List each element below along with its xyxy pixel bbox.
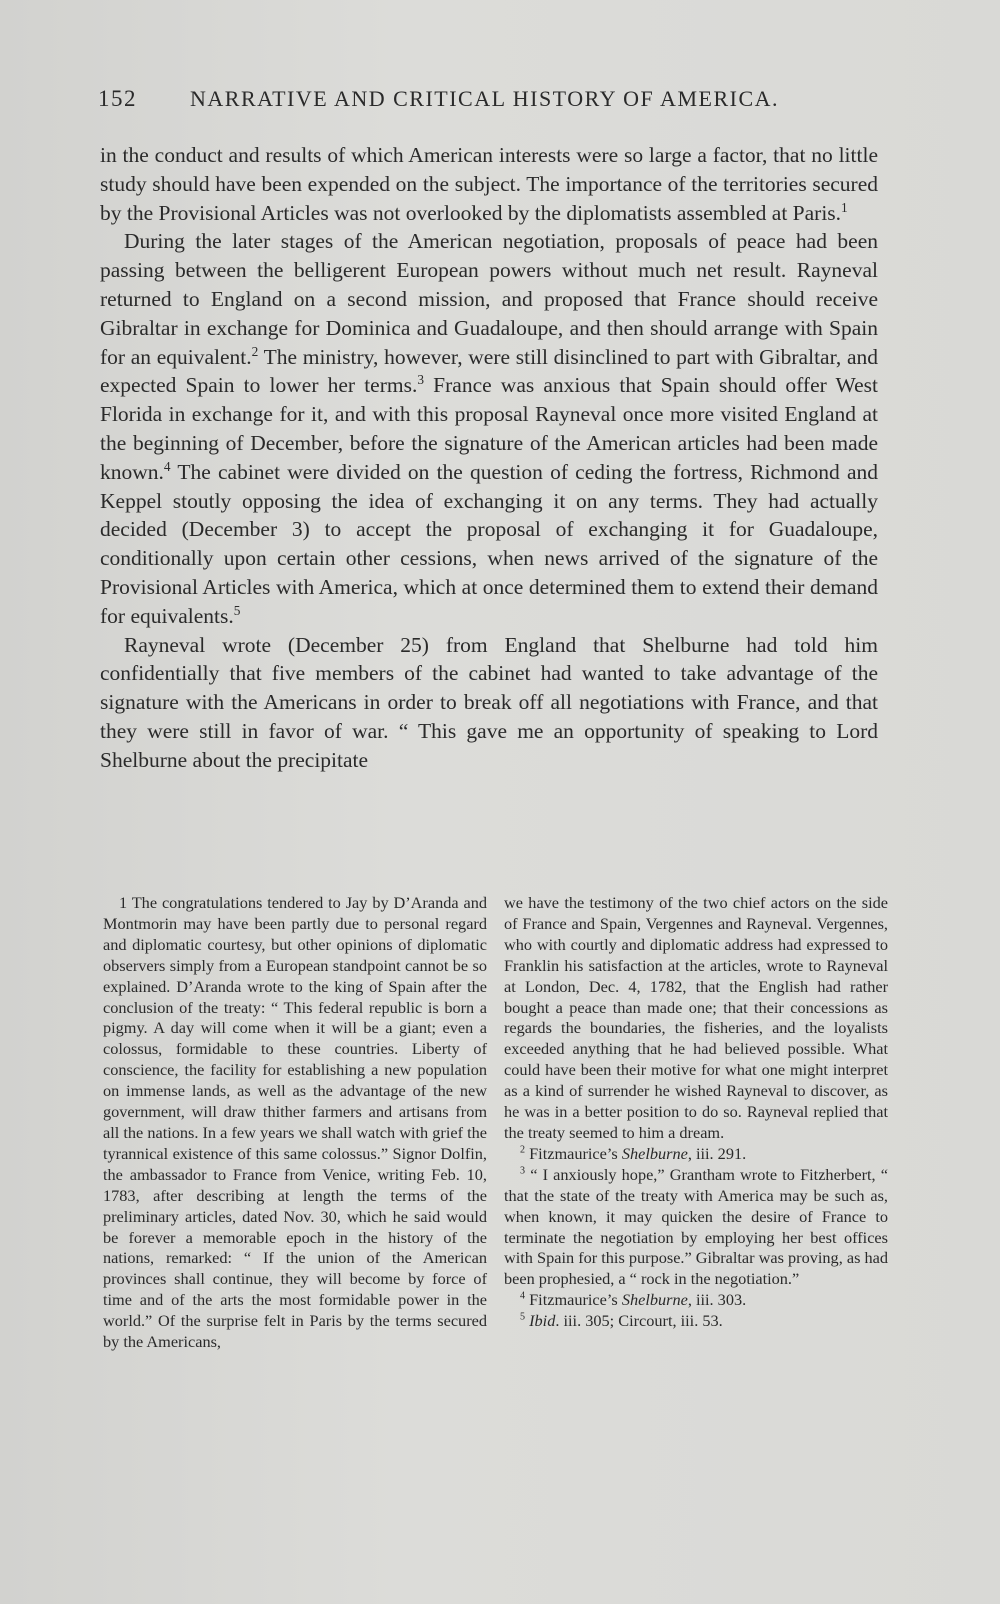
footnote-3: [504, 1165, 888, 1290]
footnote-3-mark: 3: [520, 1165, 526, 1177]
footnote-1-mark: 1: [119, 893, 128, 912]
footnote-4-text: Fitzmaurice’s: [525, 1290, 622, 1310]
footnote-2-locator: , iii. 291.: [687, 1143, 747, 1163]
footnote-5-locator: . iii. 305; Circourt, iii. 53.: [555, 1311, 723, 1331]
footnote-ref-4: 4: [163, 458, 171, 474]
footnote-5-title: Ibid: [529, 1311, 556, 1331]
paragraph-2-sentence-3: France was anxious that Spain should offer West Florida in exchange for it, and with this proposal Rayneval once more visited England at the beginning of December, before the signature of the American articles had been made known.: [100, 373, 878, 484]
main-text: [100, 141, 878, 775]
footnote-1: [103, 893, 487, 1353]
paragraph-2-sentence-4: The cabinet were divided on the question of ceding the fortress, Richmond and Keppel stoutly opposing the idea of exchanging it on any terms. They had actually decided (December 3) to accept the proposal of exchanging it for Guadaloupe, conditionally upon certain other cessions, when news arrived of the signature of the Provisional Articles with America, which at once determined them to extend their demand for equivalents.: [100, 459, 878, 628]
footnote-4: [504, 1290, 888, 1311]
footnote-2-title: Shelburne: [621, 1143, 688, 1163]
footnote-2-mark: 2: [520, 1144, 526, 1156]
paragraph-3: [100, 631, 878, 775]
footnote-4-locator: , iii. 303.: [687, 1290, 747, 1310]
footnotes-left-column: [103, 893, 487, 1353]
footnote-1-continued: [504, 893, 888, 1144]
paragraph-2-sentence-1: During the later stages of the American negotiation, proposals of peace had been passing between the belligerent European powers without much net result. Rayneval returned to England on a second mission, and proposed that France should receive Gibraltar in exchange for Dominica and Guadaloupe, and then should arrange with Spain for an equivalent.: [100, 229, 878, 369]
footnote-2: [504, 1144, 888, 1165]
footnote-2-text: Fitzmaurice’s: [525, 1143, 622, 1163]
footnote-ref-2: 2: [251, 343, 259, 359]
footnote-ref-5: 5: [233, 602, 241, 618]
paragraph-1-text: in the conduct and results of which American interests were so large a factor, that no little study should have been expended on the subject. The importance of the territories secured by the Provisional Articles was not overlooked by the diplomatists assembled at Paris.: [100, 143, 878, 225]
footnotes-right-column: [504, 893, 888, 1332]
paragraph-2-sentence-2: The ministry, however, were still disinclined to part with Gibraltar, and expected Spain to lower her terms.: [100, 344, 878, 398]
page-header: [98, 86, 788, 112]
page-number: 152: [98, 86, 137, 111]
paragraph-1: [100, 141, 878, 227]
footnote-4-mark: 4: [520, 1290, 526, 1302]
footnote-5: [504, 1311, 888, 1332]
footnote-3-text: “ I anxiously hope,” Grantham wrote to Fitzherbert, “ that the state of the treaty with America may be such as, when known, it may quicken the desire of France to terminate the negotiation by employing her best offices with Spain for this purpose.” Gibraltar was proving, as had been prophesied, a “ rock in the negotiation.”: [504, 1164, 888, 1289]
paragraph-3-text: Rayneval wrote (December 25) from England that Shelburne had told him confidentially that five members of the cabinet had wanted to take advantage of the signature with the Americans in order to break off all negotiations with France, and that they were still in favor of war. “ This gave me an opportunity of speaking to Lord Shelburne about the precipitate: [100, 632, 878, 772]
footnote-ref-1: 1: [841, 199, 848, 215]
footnote-4-title: Shelburne: [621, 1290, 688, 1310]
running-title: NARRATIVE AND CRITICAL HISTORY OF AMERICA.: [190, 86, 780, 111]
footnote-5-mark: 5: [520, 1311, 526, 1323]
footnote-1-text: The congratulations tendered to Jay by D’Aranda and Montmorin may have been partly due to personal regard and diplomatic courtesy, but other opinions of diplomatic observers simply from a European standpoint cannot be so explained. D’Aranda wrote to the king of Spain after the conclusion of the treaty: “ This federal republic is born a pigmy. A day will come when it will be a giant; even a colossus, formidable to these countries. Liberty of conscience, the facility for establishing a new population on immense lands, as well as the advantage of the new government, will draw thither farmers and artisans from all the nations. In a few years we shall watch with grief the tyrannical existence of this same colossus.” Signor Dolfin, the ambassador to France from Venice, writing Feb. 10, 1783, after describing at length the terms of the preliminary articles, dated Nov. 30, which he said would be forever a memorable epoch in the history of the nations, remarked: “ If the union of the American provinces shall continue, they will become by force of time and of the arts the most formidable power in the world.” Of the surprise felt in Paris by the terms secured by the Americans,: [103, 893, 487, 1352]
paragraph-2: [100, 227, 878, 630]
footnote-ref-3: 3: [417, 372, 425, 388]
footnote-1-continued-text: we have the testimony of the two chief actors on the side of France and Spain, Vergennes and Rayneval. Vergennes, who with courtly and diplomatic address had expressed to Franklin his satisfaction at the articles, wrote to Rayneval at London, Dec. 4, 1782, that the English had rather bought a peace than made one; that their concessions as regards the boundaries, the fisheries, and the loyalists exceeded anything that he had believed possible. What could have been their motive for what one might interpret as a kind of surrender he wished Rayneval to discover, as he was in a better position to do so. Rayneval replied that the treaty seemed to him a dream.: [504, 893, 888, 1142]
